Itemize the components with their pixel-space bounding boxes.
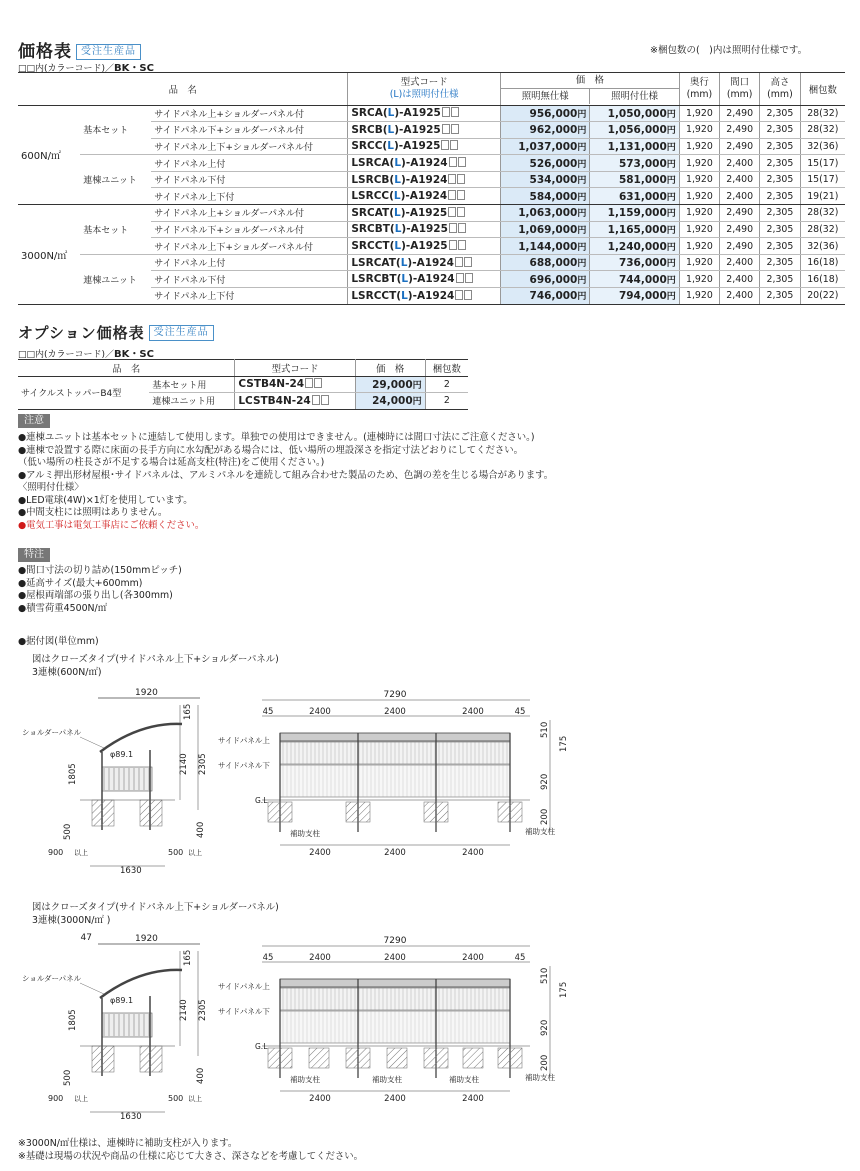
dimension-label: 2140 (179, 753, 189, 775)
dimension-label: 補助支柱 (449, 1075, 479, 1084)
header-price: 価 格 照明無仕様 照明付仕様 (500, 73, 679, 105)
page-title: 価格表 受注生産品 (18, 37, 141, 62)
dimension-label: G.L (255, 1042, 268, 1051)
footnotes: ※3000N/㎡仕様は、連棟時に補助支柱が入ります。 ※基礎は現場の状況や商品の仕様に応じて大きさ、深さなどを考慮してください。 (18, 1138, 363, 1162)
dimension-label: 1630 (120, 1112, 142, 1122)
caution-line: 〈照明付仕様〉 (18, 482, 84, 493)
dimension-label: φ89.1 (110, 750, 134, 759)
top-note: ※梱包数の( )内は照明付仕様です。 (650, 45, 808, 56)
dimension-label: 7290 (383, 936, 407, 946)
dimension-label: サイドパネル下 (218, 1007, 270, 1016)
dimension-label: 200 (540, 808, 550, 825)
dimension-label: サイドパネル上 (218, 736, 270, 745)
special-line: ●積雪荷重4500N/㎡ (18, 602, 108, 614)
dimension-label: 200 (540, 1054, 550, 1071)
dimension-label: 510 (540, 967, 550, 984)
dimension-label: 2400 (309, 848, 331, 858)
dimension-label: φ89.1 (110, 996, 134, 1005)
special-line: ●延高サイズ(最大+600mm) (18, 577, 143, 589)
caution-line: ●連棟で設置する際に床面の長手方向に水勾配がある場合には、低い場所の埋設深さを指定寸法どおりにしてください。 (18, 444, 524, 456)
color-code-note: □□内(カラーコード)／BK・SC (18, 63, 154, 74)
header-depth: 奥行 (mm) (679, 73, 719, 105)
dimension-label: 2305 (198, 753, 208, 775)
dimension-label: 補助支柱 (290, 1075, 320, 1084)
dimension-label: 45 (262, 707, 274, 717)
dimension-label: 920 (540, 1019, 550, 1036)
dimension-label: 500 (63, 1069, 73, 1086)
dimension-label: 1805 (68, 763, 78, 785)
price-row: サイドパネル上下付 LSRCC(L)-A1924 584,000円 631,000円 1,920 2,400 2,305 19(21) (18, 188, 845, 205)
header-width: 間口 (mm) (720, 73, 760, 105)
caution-electric: ●電気工事は電気工事店にご依頼ください。 (18, 519, 205, 531)
dimension-label: 2305 (198, 999, 208, 1021)
dimension-label: 2400 (462, 953, 484, 963)
price-row: 3000N/㎡ 基本セット サイドパネル上+ショルダーパネル付 SRCAT(L)-A1925 1,063,000円 1,159,000円 1,920 2,490 2,305 28(32) (18, 205, 845, 222)
price-row: サイドパネル下+ショルダーパネル付 SRCBT(L)-A1925 1,069,000円 1,165,000円 1,920 2,490 2,305 28(32) (18, 221, 845, 238)
dimension-label: 2400 (384, 707, 406, 717)
dimension-label: ショルダーパネル (22, 728, 82, 737)
option-title: オプション価格表 受注生産品 (18, 322, 214, 343)
dimension-label: 500 (168, 848, 184, 857)
caution-line: ●アルミ押出形材屋根･サイドパネルは、アルミパネルを連続して組み合わせた製品のため、色調の差を生じる場合があります。 (18, 469, 554, 481)
dimension-label: 以上 (188, 849, 202, 857)
dimension-label: 1920 (135, 934, 158, 944)
dimension-label: 2400 (309, 953, 331, 963)
made-to-order-badge: 受注生産品 (76, 44, 141, 60)
dimension-label: G.L (255, 796, 268, 805)
price-row: 連棟ユニット サイドパネル上付 LSRCA(L)-A1924 526,000円 573,000円 1,920 2,400 2,305 15(17) (18, 155, 845, 172)
dimension-label: 47 (80, 933, 92, 943)
dimension-label: 2140 (179, 999, 189, 1021)
dimension-label: 500 (63, 823, 73, 840)
special-order-tag: 特注 (18, 548, 50, 562)
dimension-label: 7290 (383, 690, 407, 700)
price-row: サイドパネル下+ショルダーパネル付 SRCB(L)-A1925 962,000円 1,056,000円 1,920 2,490 2,305 28(32) (18, 122, 845, 139)
header-code: 型式コード (L)は照明付仕様 (348, 73, 501, 105)
caution-tag: 注意 (18, 414, 50, 428)
price-row: サイドパネル上下付 LSRCCT(L)-A1924 746,000円 794,000円 1,920 2,400 2,305 20(22) (18, 288, 845, 305)
price-row: サイドパネル下付 LSRCB(L)-A1924 534,000円 581,000円 1,920 2,400 2,305 15(17) (18, 171, 845, 188)
dimension-label: サイドパネル上 (218, 982, 270, 991)
dimension-label: 補助支柱 (290, 829, 320, 838)
dimension-label: 2400 (384, 1094, 406, 1104)
dimension-label: 175 (559, 735, 569, 752)
dimension-label: 補助支柱 (372, 1075, 402, 1084)
dimension-label: 1630 (120, 866, 142, 876)
dimension-label: サイドパネル下 (218, 761, 270, 770)
caution-line: ●中間支柱には照明はありません。 (18, 507, 168, 518)
price-row: サイドパネル上下+ショルダーパネル付 SRCCT(L)-A1925 1,144,000円 1,240,000円 1,920 2,490 2,305 32(36) (18, 238, 845, 255)
option-table: 品 名 型式コード 価 格 梱包数 サイクルストッパーB4型 基本セット用 CSTB4N-24 29,000円 2 連棟ユニット用 LCSTB4N-24 24,000円 2 (18, 359, 468, 410)
dimension-label: 以上 (188, 1095, 202, 1103)
dimension-label: 2400 (462, 707, 484, 717)
dimension-label: 500 (168, 1094, 184, 1103)
dimension-label: 2400 (384, 953, 406, 963)
price-row: 連棟ユニット サイドパネル上付 LSRCAT(L)-A1924 688,000円 736,000円 1,920 2,400 2,305 16(18) (18, 254, 845, 271)
drawing-caption-1: 図はクローズタイプ(サイドパネル上下+ショルダーパネル) 3連棟(600N/㎡) (32, 654, 279, 678)
dimension-label: 補助支柱 (525, 1073, 555, 1082)
price-row: サイドパネル上下+ショルダーパネル付 SRCC(L)-A1925 1,037,000円 1,131,000円 1,920 2,490 2,305 32(36) (18, 138, 845, 155)
dimension-label: 900 (48, 1094, 64, 1103)
dimension-label: 165 (183, 703, 193, 720)
header-pack: 梱包数 (800, 73, 845, 105)
special-line: ●間口寸法の切り詰め(150mmピッチ) (18, 565, 182, 576)
caution-line: ●LED電球(4W)×1灯を使用しています。 (18, 494, 193, 506)
dimension-label: 45 (514, 707, 526, 717)
caution-line: ●連棟ユニットは基本セットに連結して使用します。単独での使用はできません。(連棟時には間口寸法にご注意ください。) (18, 432, 535, 443)
load-label: 600N/㎡ (18, 105, 80, 205)
price-row: サイドパネル下付 LSRCBT(L)-A1924 696,000円 744,000円 1,920 2,400 2,305 16(18) (18, 271, 845, 288)
dimension-label: 400 (196, 1067, 206, 1084)
dimension-label: 2400 (309, 1094, 331, 1104)
header-height: 高さ (mm) (760, 73, 800, 105)
special-line: ●屋根両端部の張り出し(各300mm) (18, 590, 173, 601)
dimension-label: 1920 (135, 688, 158, 698)
drawing-heading: ●据付図(単位mm) (18, 636, 99, 647)
dimension-label: 400 (196, 821, 206, 838)
dimension-label: 920 (540, 773, 550, 790)
load-label: 3000N/㎡ (18, 205, 80, 305)
drawing-caption-2: 図はクローズタイプ(サイドパネル上下+ショルダーパネル) 3連棟(3000N/㎡ ) (32, 902, 279, 926)
price-row: 600N/㎡ 基本セット サイドパネル上+ショルダーパネル付 SRCA(L)-A1925 956,000円 1,050,000円 1,920 2,490 2,305 28(32) (18, 105, 845, 122)
dimension-label: 900 (48, 848, 64, 857)
dimension-label: 2400 (384, 848, 406, 858)
dimension-label: 165 (183, 949, 193, 966)
dimension-label: 2400 (309, 707, 331, 717)
dimension-label: 510 (540, 721, 550, 738)
dimension-label: 45 (514, 953, 526, 963)
dimension-label: 2400 (462, 1094, 484, 1104)
dimension-label: 2400 (462, 848, 484, 858)
dimension-label: 補助支柱 (525, 827, 555, 836)
dimension-label: 45 (262, 953, 274, 963)
option-item: サイクルストッパーB4型 (18, 376, 149, 409)
caution-line: （低い場所の柱長さが不足する場合は延高支柱(特注)をご使用ください。) (18, 457, 325, 468)
dimension-label: 175 (559, 981, 569, 998)
dimension-label: 1805 (68, 1009, 78, 1031)
header-name: 品 名 (18, 73, 348, 105)
dimension-label: ショルダーパネル (22, 974, 82, 983)
dimension-label: 以上 (74, 849, 88, 857)
dimension-label: 以上 (74, 1095, 88, 1103)
option-color-code: □□内(カラーコード)／BK・SC (18, 349, 154, 360)
